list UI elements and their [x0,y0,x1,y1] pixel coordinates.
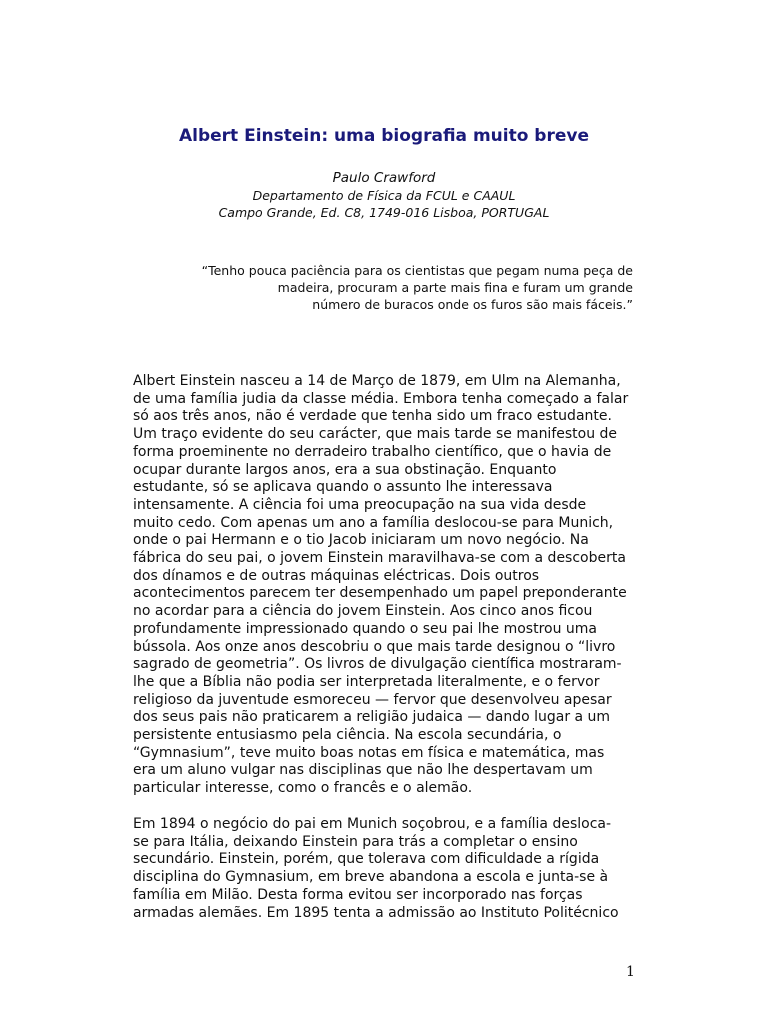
text-line: de uma família judia da classe média. Embora tenha começado a falar [133,390,629,407]
epigraph-line: “Tenho pouca paciência para os cientistas que pegam numa peça de [201,263,633,278]
text-line: disciplina do Gymnasium, em breve abandona a escola e junta-se à [133,869,609,886]
text-line: dos seus pais não praticarem a religião judaica — dando lugar a um [133,709,611,726]
affiliation-department: Departamento de Física da FCUL e CAAUL [252,188,516,203]
text-line: “Gymnasium”, teve muito boas notas em física e matemática, mas [133,744,605,761]
text-line: estudante, só se aplicava quando o assunto lhe interessava [133,479,553,496]
body-paragraph-2 [133,816,643,922]
text-line: sagrado de geometria”. Os livros de divulgação científica mostraram- [133,656,622,673]
text-line: forma proeminente no derradeiro trabalho científico, que o havia de [133,443,612,460]
text-line: Em 1894 o negócio do pai em Munich soçobrou, e a família desloca- [133,816,612,832]
text-line: só aos três anos, não é verdade que tenha sido um fraco estudante. [133,408,612,425]
text-line: família em Milão. Desta forma evitou ser incorporado nas forças [133,886,583,903]
text-line: Um traço evidente do seu carácter, que mais tarde se manifestou de [133,426,618,443]
text-line: intensamente. A ciência foi uma preocupação na sua vida desde [133,496,587,513]
text-line: Albert Einstein nasceu a 14 de Março de 1879, em Ulm na Alemanha, [133,373,621,389]
text-line: ocupar durante largos anos, era a sua obstinação. Enquanto [133,461,557,478]
text-line: secundário. Einstein, porém, que tolerava com dificuldade a rígida [133,851,600,868]
text-line: persistente entusiasmo pela ciência. Na escola secundária, o [133,727,562,744]
text-line: bússola. Aos onze anos descobriu o que mais tarde designou o “livro [133,638,616,655]
text-line: religioso da juventude esmoreceu — fervor que desenvolveu apesar [133,691,612,708]
text-line: era um aluno vulgar nas disciplinas que não lhe despertavam um [133,762,593,779]
text-line: muito cedo. Com apenas um ano a família deslocou-se para Munich, [133,514,614,531]
page-number: 1 [626,964,635,980]
text-line: particular interesse, como o francês e o alemão. [133,780,473,797]
epigraph-line: madeira, procuram a parte mais fina e furam um grande [277,280,633,295]
text-line: profundamente impressionado quando o seu pai lhe mostrou uma [133,620,597,637]
author-name: Paulo Crawford [332,170,436,186]
document-title: Albert Einstein: uma biografia muito breve [178,126,590,146]
text-line: lhe que a Bíblia não podia ser interpretada literalmente, e o fervor [133,673,600,690]
text-line: onde o pai Hermann e o tio Jacob iniciaram um novo negócio. Na [133,532,589,549]
text-line: dos dínamos e de outras máquinas eléctricas. Dois outros [133,567,540,584]
epigraph-line: número de buracos onde os furos são mais fáceis.” [312,297,633,312]
text-line: acontecimentos parecem ter desempenhado um papel preponderante [133,585,627,602]
text-line: fábrica do seu pai, o jovem Einstein maravilhava-se com a descoberta [133,550,626,567]
text-line: armadas alemães. Em 1895 tenta a admissão ao Instituto Politécnico [133,904,619,921]
epigraph-quote [163,262,633,313]
text-line: no acordar para a ciência do jovem Einstein. Aos cinco anos ficou [133,603,593,620]
affiliation-address: Campo Grande, Ed. C8, 1749-016 Lisboa, PORTUGAL [218,205,550,220]
text-line: se para Itália, deixando Einstein para trás a completar o ensino [133,833,578,850]
body-paragraph-1 [133,373,643,798]
